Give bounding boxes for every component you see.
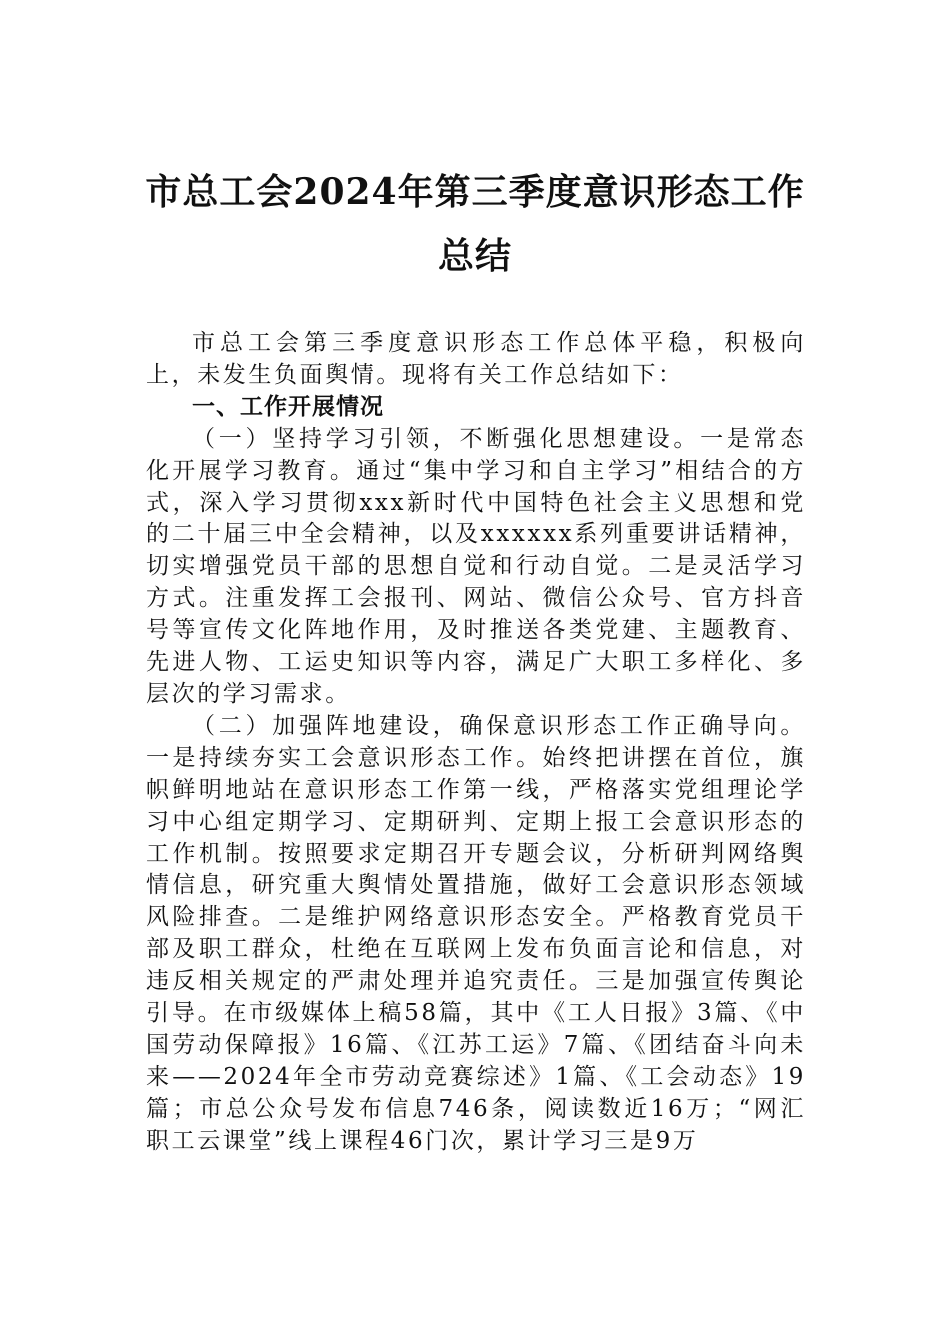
body-paragraph: （二）加强阵地建设，确保意识形态工作正确导向。一是持续夯实工会意识形态工作。始终把讲摆在首位，旗帜鲜明地站在意识形态工作第一线，严格落实党组理论学习中心组定期学习、定期研判、定期上报工会意识形态的工作机制。按照要求定期召开专题会议，分析研判网络舆情信息，研究重大舆情处置措施，做好工会意识形态领域风险排查。二是维护网络意识形态安全。严格教育党员干部及职工群众，杜绝在互联网上发布负面言论和信息，对违反相关规定的严肃处理并追究责任。三是加强宣传舆论引导。在市级媒体上稿58篇，其中《工人日报》3篇、《中国劳动保障报》16篇、《江苏工运》7篇、《团结奋斗向未来——2024年全市劳动竞赛综述》1篇、《工会动态》19篇；市总公众号发布信息746条，阅读数近16万；“网汇职工云课堂”线上课程46门次，累计学习三是9万 bbox=[146, 712, 806, 1154]
body-paragraph: （一）坚持学习引领，不断强化思想建设。一是常态化开展学习教育。通过“集中学习和自主学习”相结合的方式，深入学习贯彻xxx新时代中国特色社会主义思想和党的二十届三中全会精神，以及xxxxxx系列重要讲话精神，切实增强党员干部的思想自觉和行动自觉。二是灵活学习方式。注重发挥工会报刊、网站、微信公众号、官方抖音号等宣传文化阵地作用，及时推送各类党建、主题教育、先进人物、工运史知识等内容，满足广大职工多样化、多层次的学习需求。 bbox=[146, 425, 806, 707]
document-title: 市总工会2024年第三季度意识形态工作总结 bbox=[145, 171, 805, 277]
intro-paragraph: 市总工会第三季度意识形态工作总体平稳，积极向上，未发生负面舆情。现将有关工作总结如下： bbox=[146, 330, 806, 388]
document-body bbox=[146, 328, 806, 1158]
section-heading: 一、工作开展情况 bbox=[192, 393, 384, 420]
